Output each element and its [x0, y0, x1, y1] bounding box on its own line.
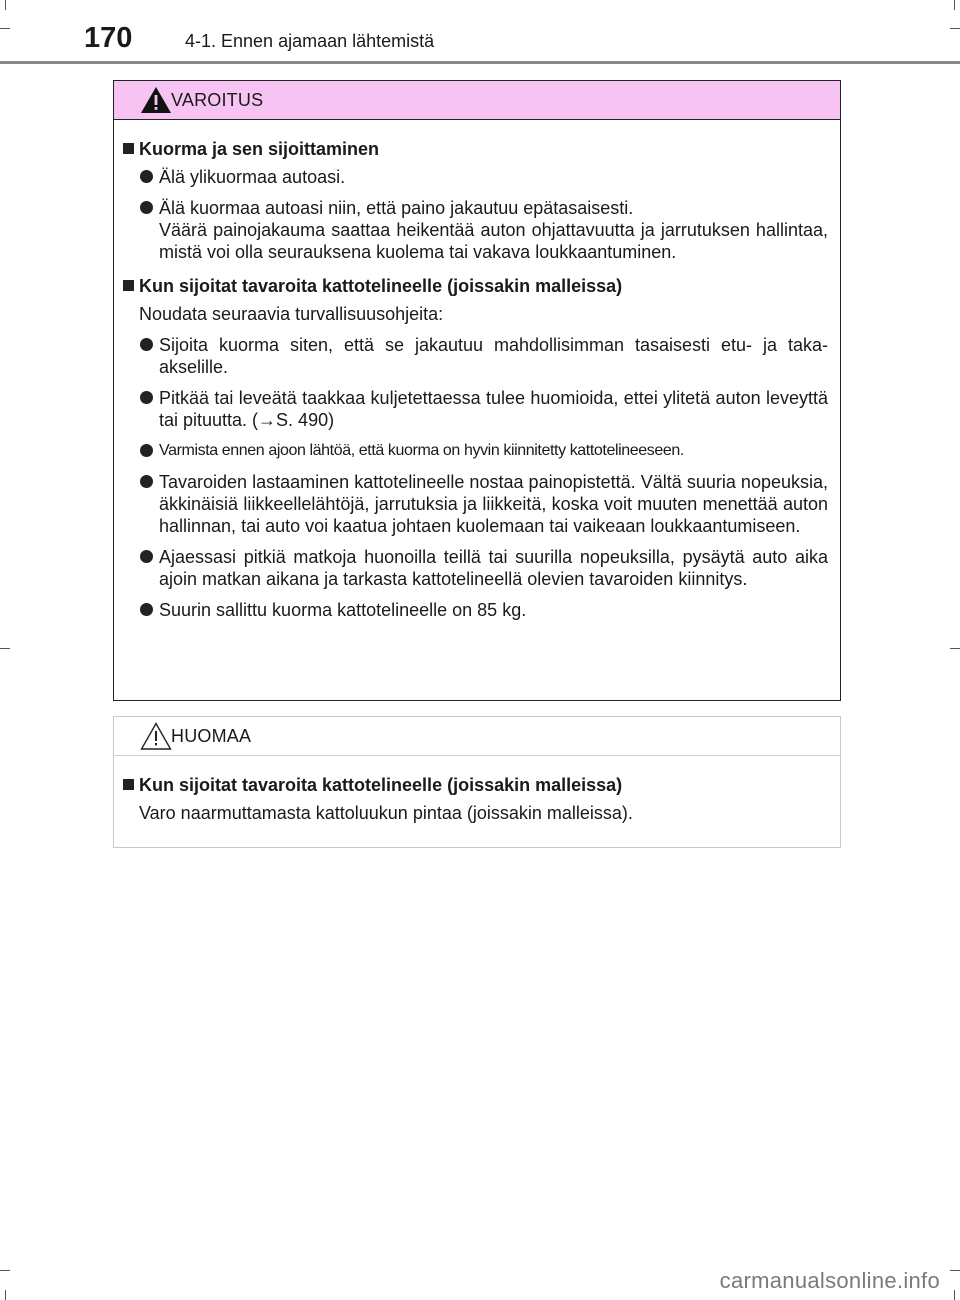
list-item: Suurin sallittu kuorma kattotelineelle on 85 kg.: [123, 599, 828, 621]
notice-box-body: [114, 756, 840, 824]
crop-mark: [0, 648, 10, 649]
notice-title: HUOMAA: [171, 726, 252, 746]
warning-box-body: [114, 120, 840, 621]
crop-mark: [950, 1270, 960, 1271]
header-rule: [0, 61, 960, 64]
crop-mark: [0, 1270, 10, 1271]
list-item: Ajaessasi pitkiä matkoja huonoilla teillä tai suurilla nopeuksilla, pysäytä auto aika ajoin matkan aikana ja tarkasta kattotelineellä olevien tavaroiden kiinnitys.: [123, 546, 828, 590]
page-header: [0, 0, 960, 64]
notice-box: [113, 716, 841, 848]
section-title: 4-1. Ennen ajamaan lähtemistä: [185, 31, 435, 51]
section-heading: Kuorma ja sen sijoittaminen: [123, 138, 828, 160]
warning-triangle-filled-icon: [140, 86, 172, 114]
list-item: [123, 197, 828, 263]
warning-title: VAROITUS: [171, 90, 264, 110]
section-heading: Kun sijoitat tavaroita kattotelineelle (joissakin malleissa): [123, 275, 828, 297]
section-heading: Kun sijoitat tavaroita kattotelineelle (joissakin malleissa): [123, 774, 828, 796]
warning-box: [113, 80, 841, 701]
list-item: Älä ylikuormaa autoasi.: [123, 166, 828, 188]
warning-box-header: [114, 81, 840, 120]
list-item: Sijoita kuorma siten, että se jakautuu mahdollisimman tasaisesti etu- ja taka-akselille.: [123, 334, 828, 378]
list-item: Tavaroiden lastaaminen kattotelineelle nostaa painopistettä. Vältä suuria nopeuksia, äkkinäisiä liikkeellelähtöjä, jarrutuksia ja liikkeitä, koska voit muuten menettää auton hallinnan, tai auto voi kaatua johtaen kuolemaan tai vaikeaan loukkaantumiseen.: [123, 471, 828, 537]
page-number: 170: [84, 22, 133, 54]
warning-triangle-outline-icon: [140, 722, 172, 750]
crop-mark: [950, 648, 960, 649]
section-intro: Noudata seuraavia turvallisuusohjeita:: [139, 304, 444, 324]
list-item: Varmista ennen ajoon lähtöä, että kuorma on hyvin kiinnitetty kattotelineeseen.: [123, 440, 828, 462]
watermark: carmanualsonline.info: [719, 1268, 940, 1293]
notice-text: Varo naarmuttamasta kattoluukun pintaa (joissakin malleissa).: [139, 803, 633, 823]
notice-box-header: [114, 717, 840, 756]
list-item: Pitkää tai leveätä taakkaa kuljetettaessa tulee huomioida, ettei ylitetä auton leveyttä tai pituutta. (→S. 490): [123, 387, 828, 431]
list-item-text: Älä kuormaa autoasi niin, että paino jakautuu epätasaisesti. Väärä painojakauma saattaa heikentää auton ohjattavuutta ja jarrutuksen hallintaa, mistä voi olla seurauksena kuolema tai vakava loukkaantuminen.: [159, 198, 828, 262]
crop-mark: [5, 1290, 6, 1300]
crop-mark: [954, 1290, 955, 1300]
